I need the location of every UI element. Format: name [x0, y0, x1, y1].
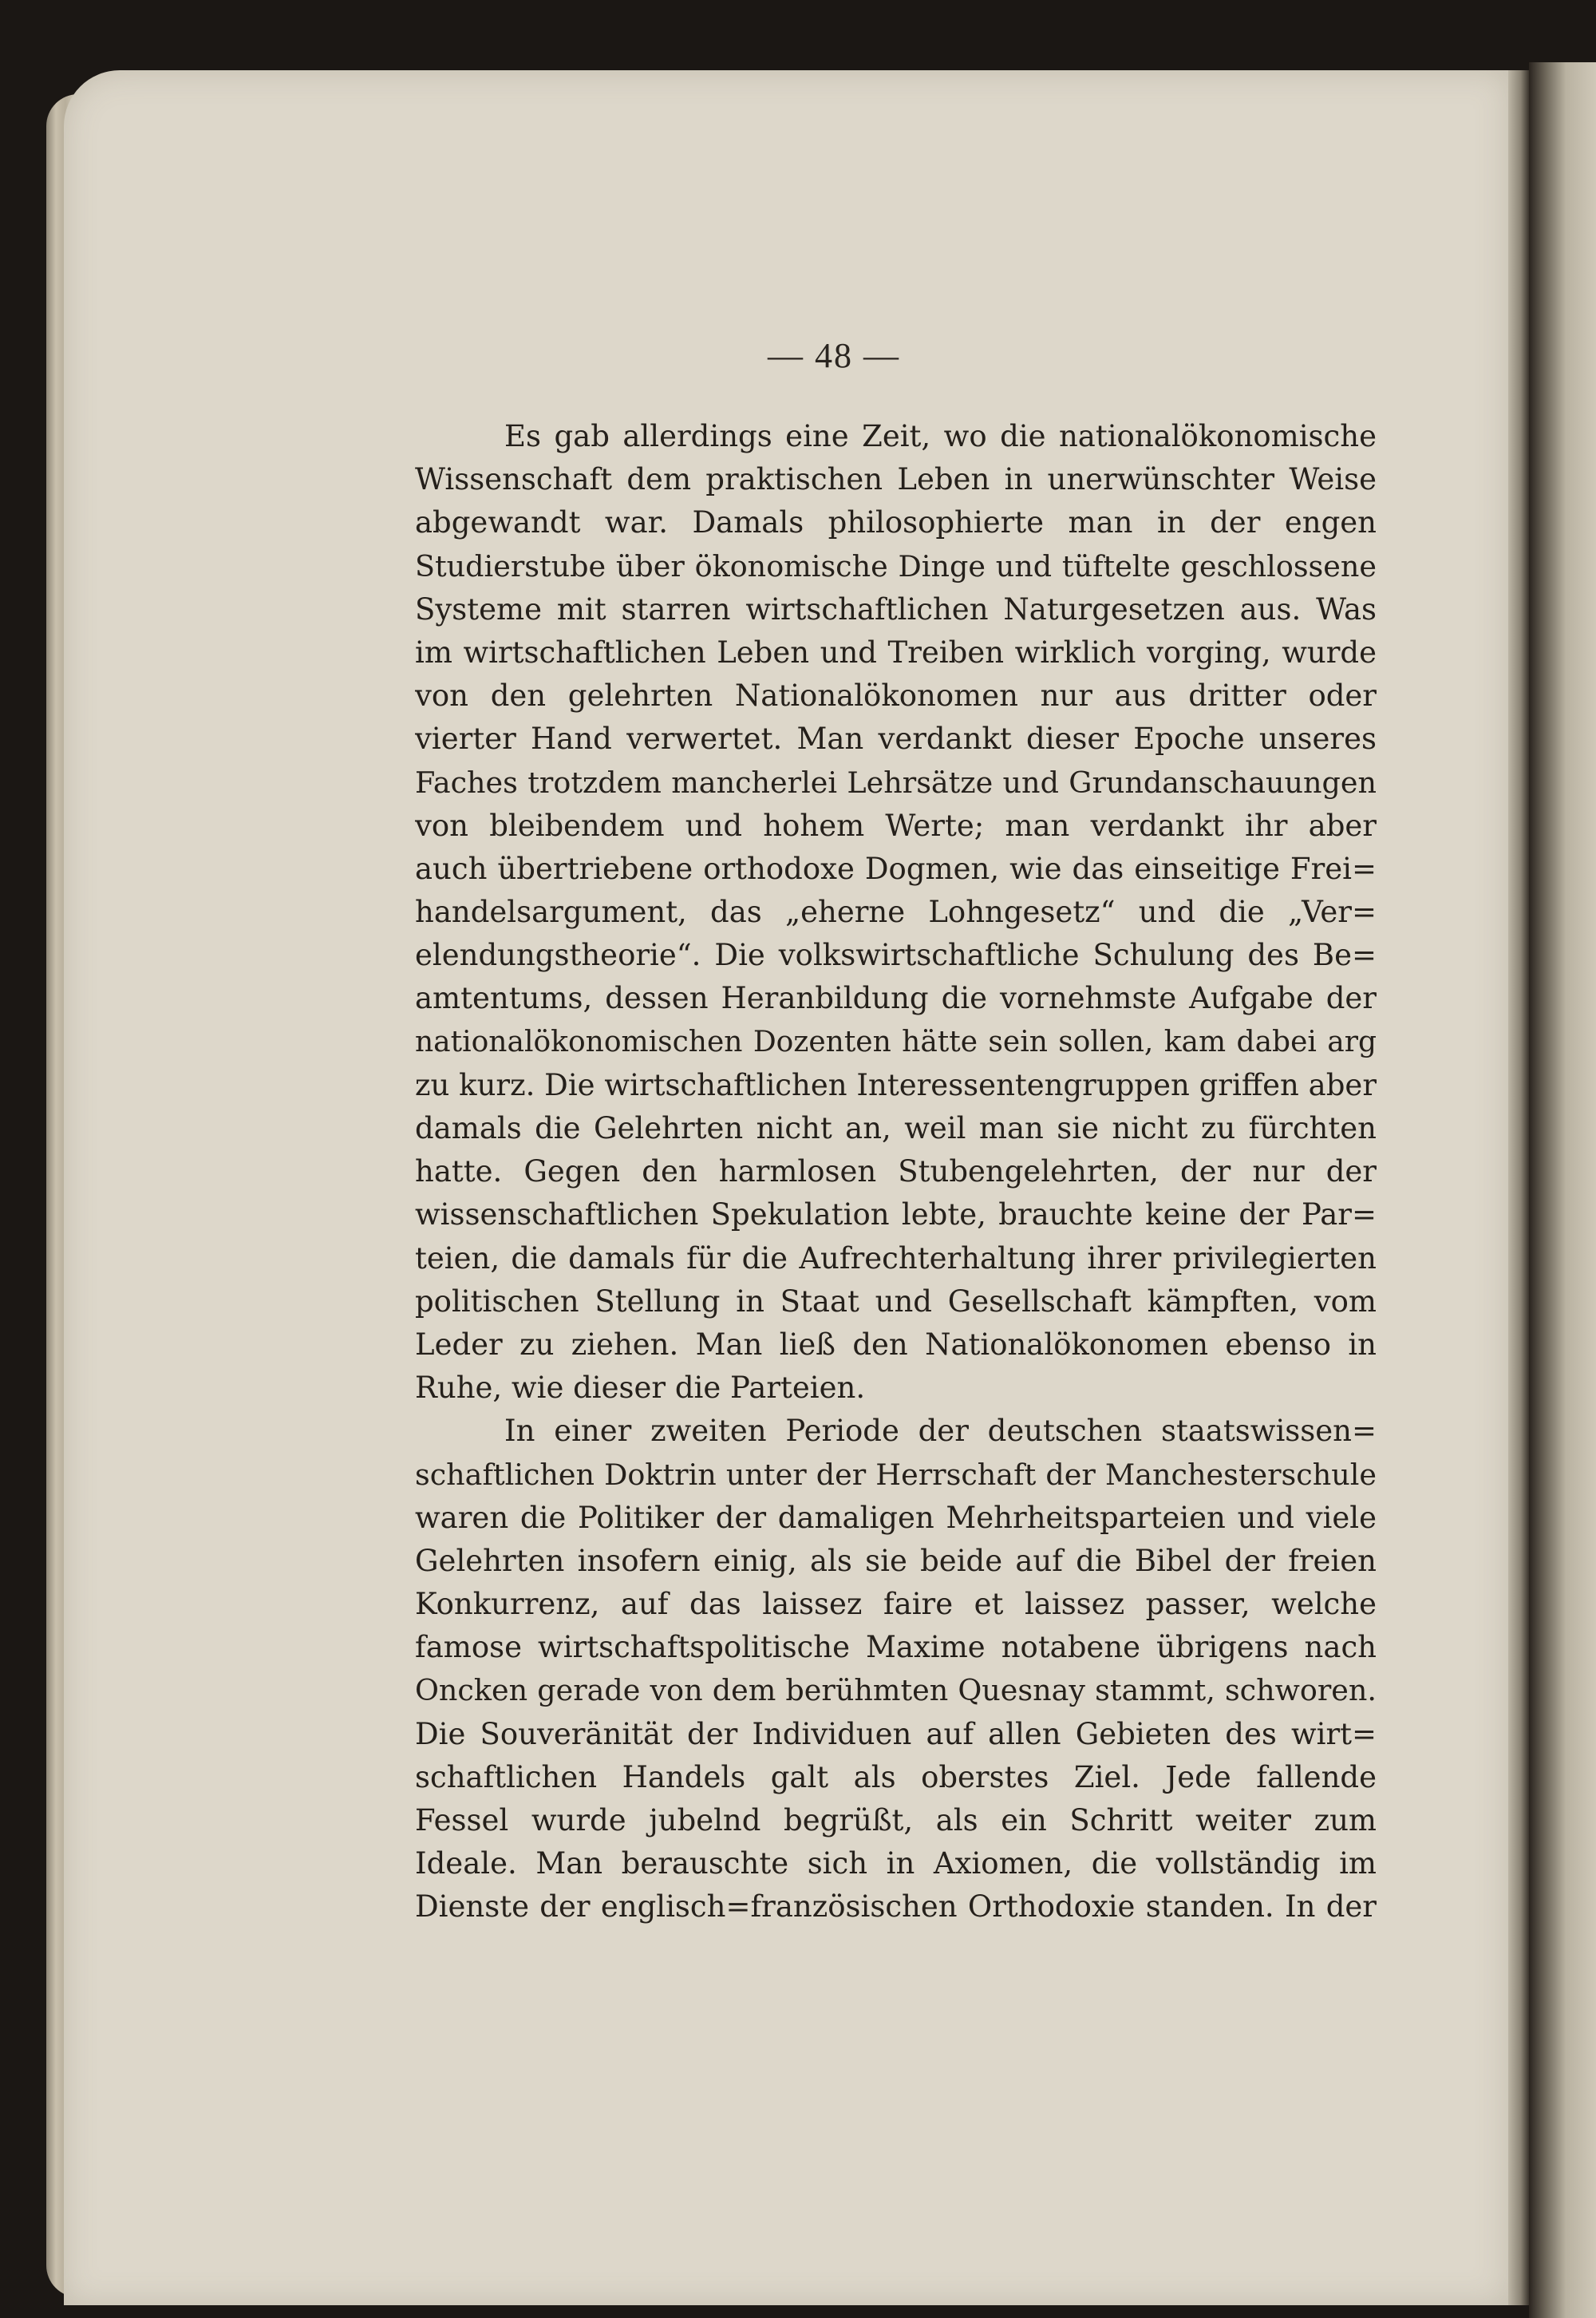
- page-number: — 48 —: [768, 336, 900, 375]
- text-line: politischen Stellung in Staat und Gesellschaft kämpften, vom: [415, 1284, 1377, 1319]
- text-line: Ruhe, wie dieser die Parteien.: [415, 1371, 866, 1406]
- text-line: waren die Politiker der damaligen Mehrheitsparteien und viele: [415, 1500, 1377, 1535]
- text-line: Systeme mit starren wirtschaftlichen Naturgesetzen aus. Was: [415, 591, 1377, 627]
- text-line: schaftlichen Handels galt als oberstes Ziel. Jede fallende: [415, 1759, 1377, 1794]
- text-line: Studierstube über ökonomische Dinge und tüftelte geschlossene: [415, 548, 1377, 583]
- text-line: Wissenschaft dem praktischen Leben in unerwünschter Weise: [415, 462, 1377, 497]
- text-line: wissenschaftlichen Spekulation lebte, brauchte keine der Par=: [415, 1197, 1377, 1232]
- text-line: Faches trotzdem mancherlei Lehrsätze und Grundanschauungen: [415, 765, 1377, 800]
- text-line: von den gelehrten Nationalökonomen nur aus dritter oder: [415, 678, 1377, 714]
- text-line: elendungstheorie“. Die volkswirtschaftliche Schulung des Be=: [415, 938, 1377, 973]
- text-line: amtentums, dessen Heranbildung die vornehmste Aufgabe der: [415, 981, 1377, 1016]
- text-line: abgewandt war. Damals philosophierte man in der engen: [415, 505, 1377, 540]
- text-line: handelsargument, das „eherne Lohngesetz“ und die „Ver=: [415, 895, 1377, 930]
- text-line: auch übertriebene orthodoxe Dogmen, wie das einseitige Frei=: [415, 851, 1377, 886]
- text-line: Oncken gerade von dem berühmten Quesnay stammt, schworen.: [415, 1673, 1377, 1708]
- text-line: teien, die damals für die Aufrechterhaltung ihrer privilegierten: [415, 1240, 1377, 1276]
- adjacent-page-edge: [1529, 62, 1596, 2318]
- text-line: Ideale. Man berauschte sich in Axiomen, die vollständig im: [415, 1846, 1377, 1881]
- text-line: Gelehrten insofern einig, als sie beide auf die Bibel der freien: [415, 1543, 1377, 1578]
- text-line: famose wirtschaftspolitische Maxime notabene übrigens nach: [415, 1630, 1377, 1665]
- text-line: von bleibendem und hohem Werte; man verdankt ihr aber: [415, 808, 1377, 843]
- text-line: nationalökonomischen Dozenten hätte sein sollen, kam dabei arg: [415, 1025, 1377, 1058]
- text-line: Leder zu ziehen. Man ließ den Nationalökonomen ebenso in: [415, 1327, 1377, 1362]
- text-line: schaftlichen Doktrin unter der Herrschaft der Manchesterschule: [415, 1457, 1377, 1492]
- text-line: Die Souveränität der Individuen auf allen Gebieten des wirt=: [415, 1716, 1377, 1751]
- text-line: zu kurz. Die wirtschaftlichen Interessentengruppen griffen aber: [415, 1067, 1377, 1102]
- text-line: Fessel wurde jubelnd begrüßt, als ein Schritt weiter zum: [415, 1803, 1377, 1837]
- book-gutter: [1508, 70, 1529, 2305]
- text-line: Konkurrenz, auf das laissez faire et laissez passer, welche: [415, 1587, 1377, 1622]
- body-text: [415, 415, 1377, 1929]
- text-line: Dienste der englisch=französischen Orthodoxie standen. In der: [415, 1889, 1377, 1924]
- text-line: im wirtschaftlichen Leben und Treiben wirklich vorging, wurde: [415, 635, 1377, 670]
- text-line: In einer zweiten Periode der deutschen staatswissen=: [504, 1414, 1377, 1449]
- text-line: damals die Gelehrten nicht an, weil man sie nicht zu fürchten: [415, 1111, 1377, 1145]
- text-line: Es gab allerdings eine Zeit, wo die nationalökonomische: [504, 419, 1377, 453]
- text-line: vierter Hand verwertet. Man verdankt dieser Epoche unseres: [415, 722, 1377, 757]
- text-line: hatte. Gegen den harmlosen Stubengelehrten, der nur der: [415, 1154, 1377, 1189]
